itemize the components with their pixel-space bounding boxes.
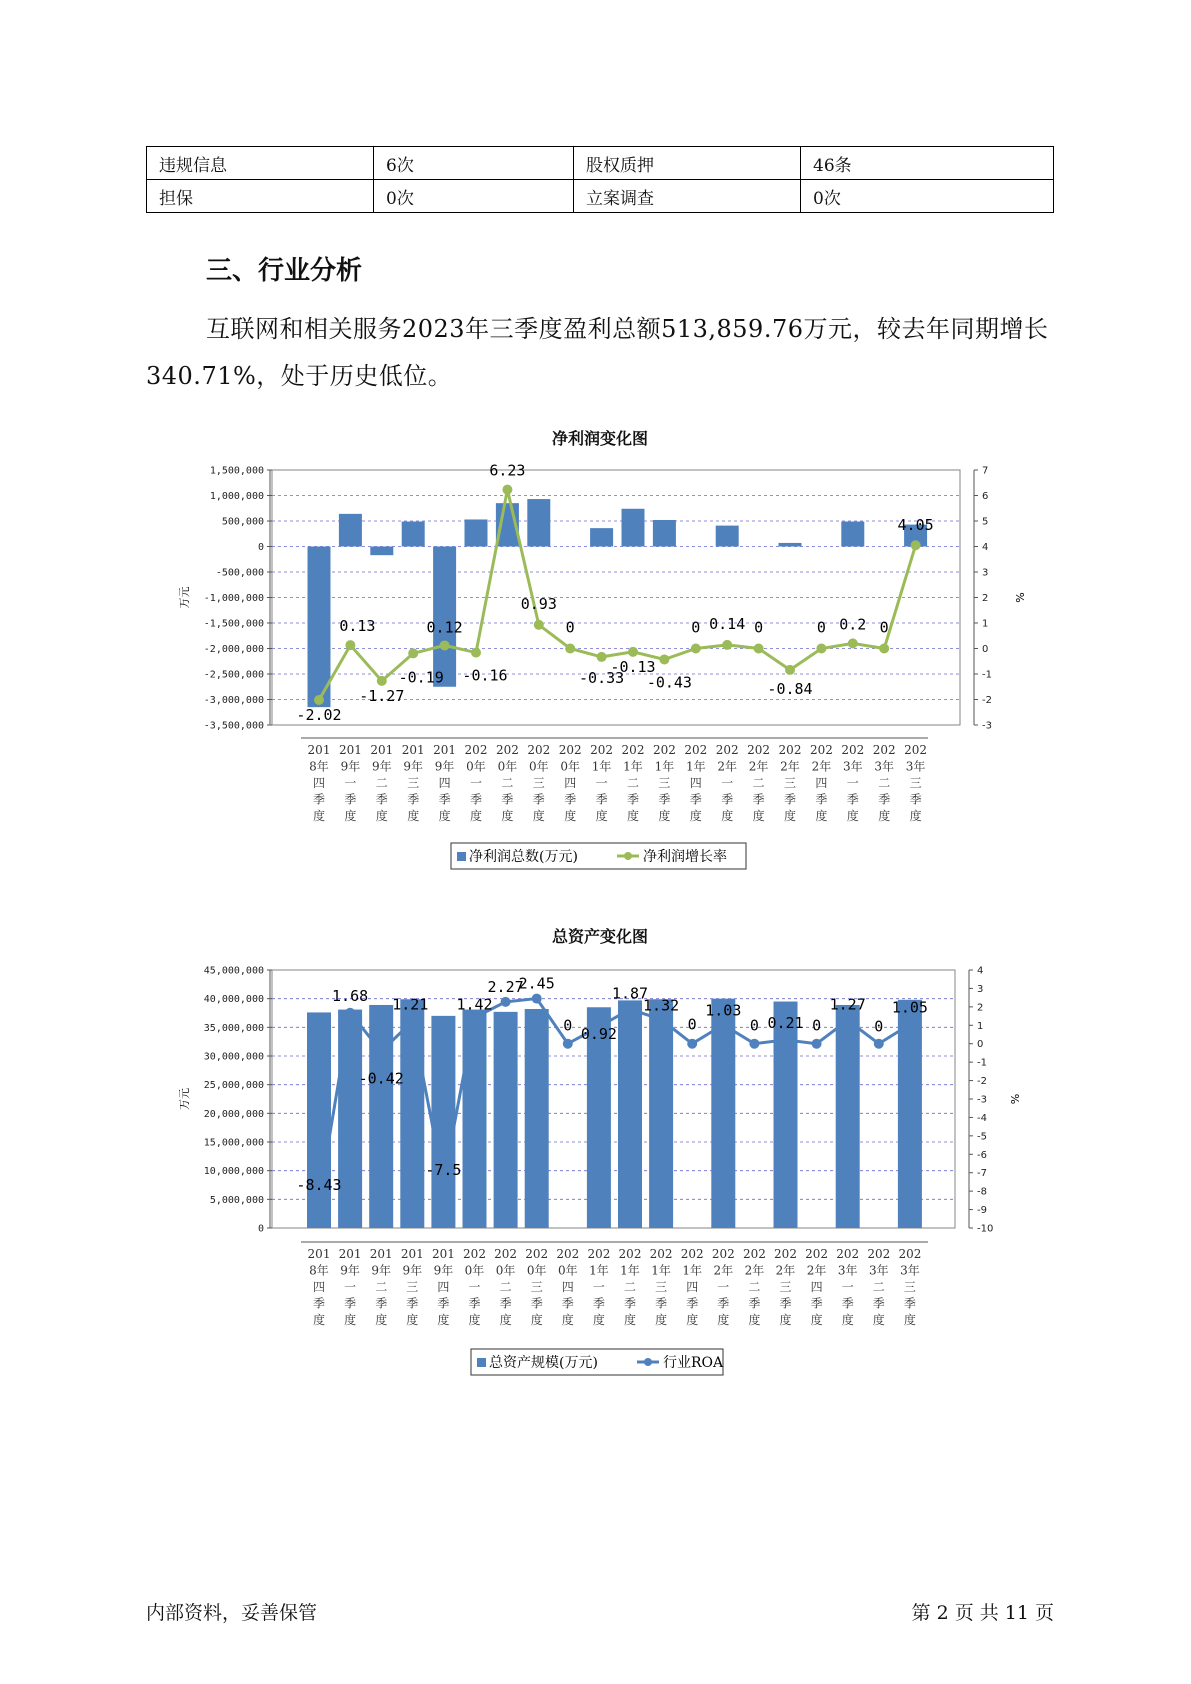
- bar: [465, 519, 488, 546]
- data-label: -8.43: [296, 1176, 342, 1195]
- table-cell: 担保: [147, 180, 374, 213]
- y2-tick-label: -6: [977, 1149, 987, 1161]
- x-tick-label: 201 9年一季度: [338, 1247, 362, 1327]
- y-tick-label: -2,500,000: [203, 669, 264, 681]
- page-number: 第 2 页 共 11 页: [911, 1602, 1054, 1624]
- data-label: -0.19: [398, 668, 444, 687]
- y-tick-label: 5,000,000: [209, 1194, 264, 1206]
- y2-tick-label: -4: [977, 1112, 987, 1124]
- x-tick-label: 202 3年二季度: [867, 1247, 891, 1327]
- data-label: 0.14: [709, 614, 746, 633]
- data-label: -0.13: [610, 657, 656, 676]
- line-point: [502, 485, 512, 495]
- x-tick-label: 202 2年二季度: [742, 1247, 766, 1327]
- x-tick-label: 202 0年四季度: [556, 1247, 580, 1327]
- x-tick-label: 202 1年一季度: [590, 743, 614, 823]
- x-tick-label: 201 9年三季度: [401, 743, 425, 823]
- y-tick-label: 40,000,000: [203, 994, 264, 1006]
- line-point: [718, 1020, 728, 1030]
- data-label: 6.23: [489, 461, 526, 480]
- data-label: 1.32: [643, 996, 680, 1015]
- y2-tick-label: -1: [977, 1057, 987, 1069]
- data-label: 0: [687, 1015, 697, 1034]
- x-tick-label: 202 0年三季度: [525, 1247, 549, 1327]
- line-point: [345, 1008, 355, 1018]
- y2-tick-label: 2: [982, 593, 989, 604]
- legend-line-marker: [644, 1358, 652, 1366]
- y-tick-label: 0: [257, 542, 264, 553]
- data-label: 1.68: [332, 986, 369, 1005]
- data-label: -1.27: [359, 686, 405, 705]
- data-label: -0.84: [767, 679, 813, 698]
- data-label: -0.42: [358, 1069, 404, 1088]
- data-label: -7.5: [425, 1160, 462, 1179]
- line-point: [471, 648, 481, 658]
- x-tick-label: 202 3年二季度: [872, 743, 896, 823]
- line-point: [625, 1004, 635, 1014]
- legend-bar-swatch: [477, 1358, 486, 1367]
- bar: [836, 1005, 860, 1228]
- x-tick-label: 201 9年四季度: [433, 743, 457, 823]
- x-tick-label: 202 1年二季度: [621, 743, 645, 823]
- bar: [402, 522, 425, 547]
- line-point: [659, 654, 669, 664]
- line-point: [785, 665, 795, 675]
- x-tick-label: 202 0年四季度: [558, 743, 582, 823]
- table-cell: 立案调查: [574, 180, 801, 213]
- table-cell: 46条: [801, 147, 1054, 180]
- line-point: [749, 1039, 759, 1049]
- legend-bar-swatch: [457, 852, 466, 861]
- data-label: 0: [879, 618, 889, 637]
- y-tick-label: 20,000,000: [203, 1108, 264, 1120]
- y2-tick-label: 5: [982, 516, 989, 528]
- data-label: 1.87: [611, 984, 649, 1003]
- y-tick-label: 45,000,000: [203, 965, 264, 977]
- data-label: 0: [874, 1017, 884, 1036]
- y-tick-label: 25,000,000: [203, 1080, 264, 1092]
- x-tick-label: 202 3年一季度: [841, 743, 865, 823]
- data-label: 0: [565, 618, 575, 637]
- bar: [339, 514, 362, 547]
- line-point: [470, 1013, 480, 1023]
- data-label: 0: [812, 1016, 822, 1035]
- x-tick-label: 202 1年三季度: [649, 1247, 673, 1327]
- x-tick-label: 202 2年三季度: [774, 1247, 797, 1327]
- legend-bar-label: 总资产规模(万元): [489, 1355, 598, 1371]
- line-point: [597, 652, 607, 662]
- x-tick-label: 202 0年三季度: [527, 743, 551, 823]
- line-point: [656, 1014, 666, 1024]
- table-row: [147, 180, 1054, 213]
- bar: [433, 547, 456, 687]
- bar: [431, 1016, 455, 1228]
- bar: [779, 543, 802, 547]
- y-tick-label: -3,000,000: [203, 695, 264, 706]
- line-point: [534, 620, 544, 630]
- y2-axis-label: %: [1013, 592, 1026, 603]
- table-cell: 违规信息: [147, 147, 374, 180]
- footer-note: 内部资料，妥善保管: [146, 1602, 318, 1624]
- line-point: [314, 695, 324, 705]
- x-tick-label: 202 0年一季度: [463, 1247, 486, 1327]
- bar: [370, 547, 393, 556]
- line-point: [848, 638, 858, 648]
- y-tick-label: 0: [257, 1223, 264, 1235]
- table-cell: 0次: [374, 180, 574, 213]
- bar: [369, 1005, 393, 1228]
- data-label: 1.21: [392, 995, 429, 1014]
- x-tick-label: 202 2年四季度: [805, 1247, 829, 1327]
- bar: [494, 1012, 518, 1228]
- legend-line-label: 行业ROA: [663, 1355, 724, 1371]
- x-tick-label: 202 1年四季度: [684, 743, 708, 823]
- x-tick-label: 201 9年二季度: [370, 743, 394, 823]
- line-point: [687, 1039, 697, 1049]
- data-label: 0: [749, 1016, 759, 1035]
- x-tick-label: 202 1年一季度: [587, 1247, 611, 1327]
- bar: [898, 1000, 922, 1228]
- legend-bar-label: 净利润总数(万元): [469, 849, 578, 865]
- data-label: 0.2: [839, 615, 867, 634]
- data-label: -0.33: [579, 668, 625, 687]
- data-label: 1.27: [829, 995, 866, 1014]
- bar: [653, 520, 676, 547]
- line-point: [816, 644, 826, 654]
- y2-tick-label: 2: [977, 1002, 984, 1014]
- x-tick-label: 201 8年四季度: [307, 743, 331, 823]
- x-tick-label: 202 0年二季度: [495, 743, 519, 823]
- y2-tick-label: 6: [982, 491, 989, 502]
- y2-tick-label: 4: [982, 542, 989, 553]
- data-label: 0: [691, 618, 701, 637]
- assets-chart-title: 总资产变化图: [551, 927, 648, 946]
- y2-tick-label: -7: [977, 1168, 987, 1180]
- line-point: [314, 1194, 324, 1204]
- line-point: [345, 640, 355, 650]
- data-label: 1.05: [891, 998, 928, 1017]
- data-label: 0.12: [426, 618, 463, 637]
- y2-tick-label: 1: [977, 1020, 984, 1032]
- y2-tick-label: 3: [977, 983, 984, 995]
- x-tick-label: 201 9年二季度: [369, 1247, 393, 1327]
- bar: [590, 528, 613, 546]
- x-tick-label: 202 1年三季度: [652, 743, 676, 823]
- line-point: [874, 1039, 884, 1049]
- y-axis-label: 万元: [178, 586, 191, 609]
- y2-tick-label: -3: [977, 1094, 987, 1106]
- y2-tick-label: 0: [982, 644, 989, 655]
- bar: [618, 1000, 642, 1228]
- bar: [400, 999, 424, 1228]
- y2-tick-label: -8: [977, 1186, 987, 1198]
- bar: [649, 999, 673, 1228]
- y2-tick-label: -1: [982, 669, 992, 681]
- y-tick-label: 1,000,000: [209, 491, 264, 502]
- line-point: [843, 1015, 853, 1025]
- y2-tick-label: -5: [977, 1131, 987, 1143]
- line-point: [407, 1016, 417, 1026]
- risk-info-table: [146, 146, 1054, 213]
- line-point: [691, 644, 701, 654]
- table-cell: 6次: [374, 147, 574, 180]
- legend-line-label: 净利润增长率: [643, 849, 727, 865]
- x-tick-label: 202 1年四季度: [680, 1247, 704, 1327]
- data-label: -2.02: [296, 706, 342, 725]
- bar: [527, 499, 550, 546]
- line-point: [377, 676, 387, 686]
- data-label: 4.05: [897, 516, 934, 535]
- x-tick-label: 202 2年一季度: [715, 743, 739, 823]
- line-point: [565, 644, 575, 654]
- y2-tick-label: -2: [982, 695, 992, 706]
- x-tick-label: 202 1年二季度: [618, 1247, 642, 1327]
- data-label: 0.93: [520, 594, 557, 613]
- line-point: [376, 1046, 386, 1056]
- x-tick-label: 202 0年二季度: [494, 1247, 518, 1327]
- y-tick-label: 30,000,000: [203, 1051, 264, 1063]
- bar: [463, 1010, 487, 1228]
- y2-tick-label: -10: [977, 1223, 994, 1235]
- x-tick-label: 202 2年三季度: [778, 743, 802, 823]
- line-point: [911, 540, 921, 550]
- y-tick-label: 10,000,000: [203, 1166, 264, 1178]
- y-tick-label: -1,000,000: [203, 593, 264, 604]
- x-tick-label: 202 2年四季度: [809, 743, 833, 823]
- data-label: 0: [563, 1016, 573, 1035]
- data-label: 1.42: [456, 995, 493, 1014]
- y-tick-label: -500,000: [215, 567, 264, 579]
- section-paragraph: 互联网和相关服务2023年三季度盈利总额513,859.76万元，较去年同期增长340.71%，处于历史低位。: [146, 315, 1049, 390]
- line-point: [440, 640, 450, 650]
- x-tick-label: 201 9年一季度: [338, 743, 362, 823]
- y-tick-label: 15,000,000: [203, 1137, 264, 1149]
- y2-tick-label: 3: [982, 567, 989, 579]
- y-tick-label: -2,000,000: [203, 644, 264, 655]
- bar: [525, 1009, 549, 1228]
- table-cell: 股权质押: [574, 147, 801, 180]
- data-label: 0.13: [339, 617, 376, 636]
- data-label: 2.27: [487, 977, 524, 996]
- profit-chart-title: 净利润变化图: [551, 429, 648, 448]
- bar: [841, 522, 864, 547]
- line-point: [781, 1035, 791, 1045]
- profit-chart: [0, 440, 1191, 880]
- data-label: 1.03: [705, 1001, 742, 1020]
- y2-tick-label: 7: [982, 465, 989, 477]
- section-title: 三、行业分析: [206, 256, 363, 286]
- x-tick-label: 201 9年三季度: [400, 1247, 424, 1327]
- y-tick-label: 35,000,000: [203, 1022, 264, 1034]
- bar: [711, 999, 735, 1228]
- y2-tick-label: -2: [977, 1076, 987, 1088]
- bar: [716, 526, 739, 547]
- bar: [622, 509, 645, 547]
- x-tick-label: 201 8年四季度: [307, 1247, 331, 1327]
- y-tick-label: 500,000: [221, 516, 264, 528]
- data-label: 0: [816, 618, 826, 637]
- y2-tick-label: -9: [977, 1205, 987, 1217]
- y2-axis-label: %: [1008, 1093, 1021, 1105]
- x-tick-label: 202 0年一季度: [464, 743, 488, 823]
- data-label: 0.92: [580, 1024, 617, 1043]
- x-tick-label: 201 9年四季度: [431, 1247, 455, 1327]
- x-tick-label: 202 3年一季度: [836, 1247, 860, 1327]
- x-tick-label: 202 2年二季度: [747, 743, 771, 823]
- line-point: [722, 640, 732, 650]
- y2-tick-label: 1: [982, 618, 989, 630]
- data-label: 2.45: [518, 974, 555, 993]
- x-tick-label: 202 3年三季度: [904, 743, 928, 823]
- line-point: [905, 1019, 915, 1029]
- bar: [338, 1010, 362, 1228]
- y2-tick-label: 4: [977, 965, 984, 977]
- y-tick-label: -1,500,000: [203, 618, 264, 630]
- data-label: -0.43: [646, 673, 692, 692]
- data-label: 0.21: [767, 1013, 804, 1032]
- data-label: -0.16: [462, 666, 508, 685]
- line-point: [408, 648, 418, 658]
- x-tick-label: 202 2年一季度: [711, 1247, 735, 1327]
- line-point: [532, 994, 542, 1004]
- line-point: [501, 997, 511, 1007]
- line-point: [754, 644, 764, 654]
- table-row: [147, 147, 1054, 180]
- line-point: [628, 647, 638, 657]
- y2-tick-label: -3: [982, 720, 992, 732]
- y-tick-label: 1,500,000: [209, 465, 264, 477]
- y2-tick-label: 0: [977, 1039, 984, 1051]
- table-cell: 0次: [801, 180, 1054, 213]
- y-axis-label: 万元: [178, 1088, 191, 1110]
- data-label: 0: [754, 618, 764, 637]
- line-point: [812, 1039, 822, 1049]
- x-tick-label: 202 3年三季度: [898, 1247, 922, 1327]
- line-point: [563, 1039, 573, 1049]
- y-tick-label: -3,500,000: [203, 720, 264, 732]
- assets-chart: [0, 940, 1191, 1380]
- line-point: [879, 644, 889, 654]
- legend-line-marker: [624, 852, 632, 860]
